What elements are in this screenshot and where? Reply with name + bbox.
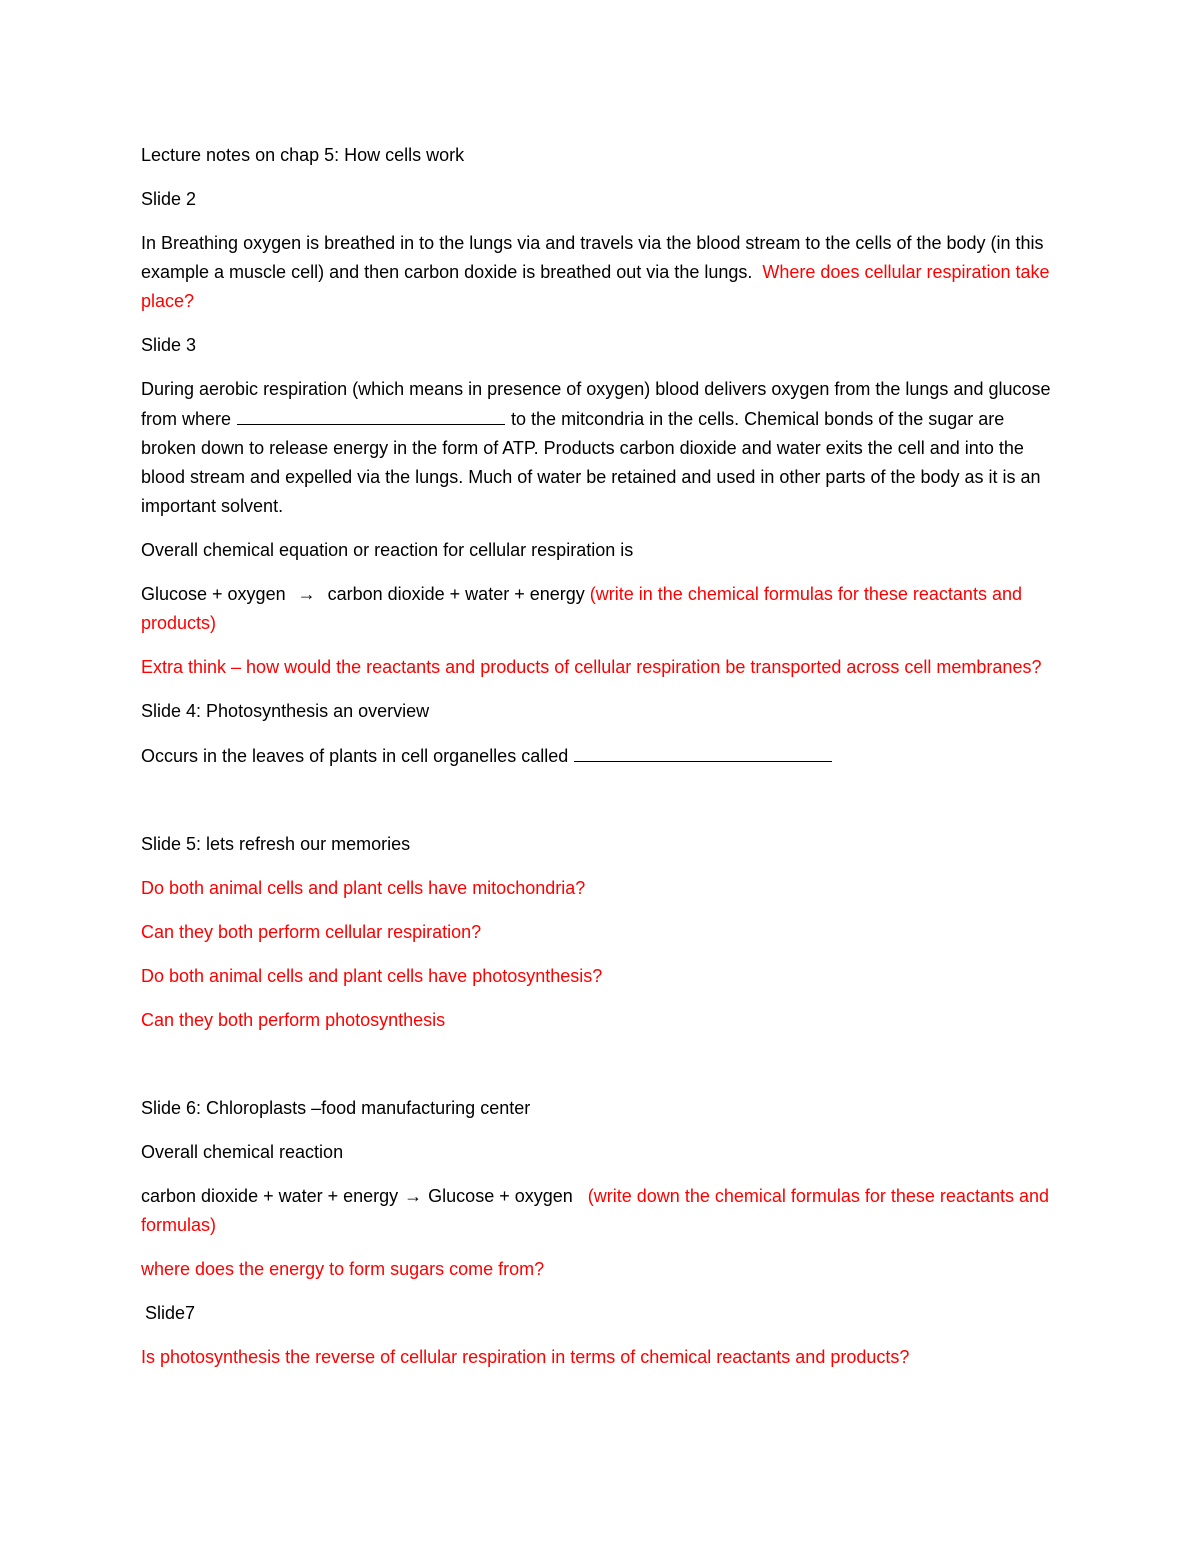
slide3-paragraph bbox=[141, 375, 1061, 521]
photosynthesis-equation-left: carbon dioxide + water + energy bbox=[141, 1186, 399, 1206]
slide3-body-part2: to the mitcondria in the cells. Chemical bonds of the sugar are broken down to release energy in the form of ATP. Products carbon dioxide and water exits the cell and into the blood stream and expelled via the lungs. Much of water be retained and used in other parts of the body as it is an important solvent. bbox=[141, 409, 1041, 516]
slide6-question: where does the energy to form sugars come from? bbox=[141, 1259, 545, 1279]
respiration-equation bbox=[141, 580, 1061, 638]
slide2-question: Where does cellular respiration take place? bbox=[141, 262, 1050, 311]
slide3-heading: Slide 3 bbox=[141, 335, 197, 355]
slide5-heading: Slide 5: lets refresh our memories bbox=[141, 834, 411, 854]
slide5-question-3: Do both animal cells and plant cells have photosynthesis? bbox=[141, 966, 603, 986]
document-page bbox=[141, 141, 1061, 1387]
slide2-paragraph bbox=[141, 229, 1061, 316]
respiration-equation-note: (write in the chemical formulas for these reactants and products) bbox=[141, 584, 1022, 633]
slide5-question-1: Do both animal cells and plant cells have mitochondria? bbox=[141, 878, 586, 898]
respiration-equation-left: Glucose + oxygen bbox=[141, 584, 286, 604]
slide2-body: In Breathing oxygen is breathed in to the lungs via and travels via the blood stream to the cells of the body (in this example a muscle cell) and then carbon doxide is breathed out via the lungs. bbox=[141, 233, 1044, 282]
slide6-heading: Slide 6: Chloroplasts –food manufacturing center bbox=[141, 1098, 531, 1118]
extra-think-question: Extra think – how would the reactants and products of cellular respiration be transported across cell membranes? bbox=[141, 657, 1042, 677]
slide4-body: Occurs in the leaves of plants in cell organelles called bbox=[141, 746, 569, 766]
right-arrow-icon: → bbox=[404, 1186, 423, 1206]
slide2-heading: Slide 2 bbox=[141, 189, 197, 209]
spacer bbox=[141, 1050, 1061, 1094]
slide7-heading: Slide7 bbox=[145, 1303, 196, 1323]
photosynthesis-equation-note: (write down the chemical formulas for these reactants and formulas) bbox=[141, 1186, 1049, 1235]
right-arrow-icon: → bbox=[297, 584, 316, 604]
respiration-equation-right: carbon dioxide + water + energy bbox=[327, 584, 585, 604]
spacer bbox=[141, 786, 1061, 830]
slide5-question-2: Can they both perform cellular respiration? bbox=[141, 922, 482, 942]
respiration-equation-intro: Overall chemical equation or reaction for cellular respiration is bbox=[141, 540, 634, 560]
photosynthesis-equation-right: Glucose + oxygen bbox=[428, 1186, 573, 1206]
photosynthesis-equation bbox=[141, 1182, 1061, 1240]
slide7-question: Is photosynthesis the reverse of cellular respiration in terms of chemical reactants and products? bbox=[141, 1347, 910, 1367]
slide4-heading: Slide 4: Photosynthesis an overview bbox=[141, 701, 430, 721]
fill-in-blank-organelle bbox=[574, 741, 832, 762]
slide5-question-4: Can they both perform photosynthesis bbox=[141, 1010, 446, 1030]
photosynthesis-reaction-intro: Overall chemical reaction bbox=[141, 1142, 344, 1162]
slide4-paragraph bbox=[141, 741, 1061, 771]
slide3-body-part1: During aerobic respiration (which means in presence of oxygen) blood delivers oxygen from the lungs and glucose from where bbox=[141, 379, 1051, 429]
fill-in-blank-glucose-source bbox=[237, 404, 505, 425]
document-title: Lecture notes on chap 5: How cells work bbox=[141, 145, 465, 165]
